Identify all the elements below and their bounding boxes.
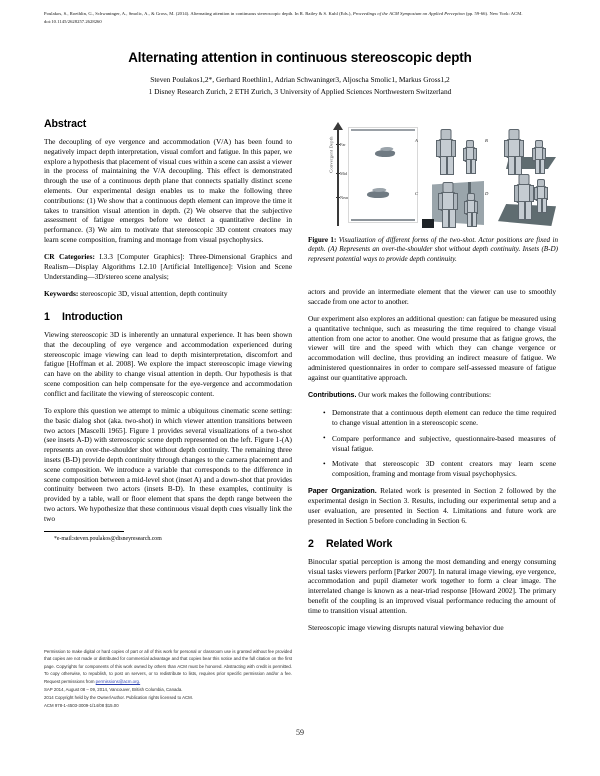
figure-1-label: Figure 1: <box>308 236 337 244</box>
introduction-title: Introduction <box>62 310 123 323</box>
contributions-intro-text: Our work makes the following contributions: <box>356 390 492 400</box>
related-work-title: Related Work <box>326 537 393 550</box>
list-item: • Motivate that stereoscopic 3D content creators may learn scene composition, framing and montage from visual psychophysics. <box>323 459 556 479</box>
copyright-conference-line: SAP 2014, August 08 – 09, 2014, Vancouver, British Columbia, Canada. <box>44 686 183 692</box>
paper-organization-label: Paper Organization. <box>308 486 377 495</box>
axis-tick-mid: Mid <box>340 171 348 176</box>
contributions-list <box>308 408 556 479</box>
actor-near-c <box>438 182 458 226</box>
figure-1 <box>308 118 558 264</box>
axis-tick-far: Far <box>340 142 346 147</box>
figure-1-image <box>308 118 558 230</box>
introduction-number: 1 <box>44 310 50 323</box>
axis-tick-near: Near <box>340 195 349 200</box>
citation-text-end: (pp. 59-66). New York: ACM. doi:10.1145/2628257.2628260 <box>44 11 523 25</box>
actor-leg-right <box>472 212 477 227</box>
actor-leg-left <box>508 156 515 175</box>
keywords <box>44 289 292 299</box>
affiliation-list: 1 Disney Research Zurich, 2 ETH Zurich, 3 University of Applied Sciences Northwestern Switzerland <box>148 87 452 96</box>
actor-leg-right <box>447 156 454 175</box>
figure-insets <box>415 122 558 228</box>
floor-block-c <box>422 219 434 228</box>
actor-near-d <box>514 174 534 218</box>
figure-inset-b <box>485 124 558 175</box>
copyright-paragraph: Permission to make digital or hard copies of part or all of this work for personal or classroom use is granted without fee provided that copies are not made or distributed for commercial advantage and that copies bear this notice and the full citation on the first page. Copyrights for components of this work owned by others than ACM must be honored. Abstracting with credit is permitted. To copy otherwise, to republish, to post on servers, or to redistribute to lists, requires prior specific permission and/or a fee. Request permissions from <box>44 649 292 684</box>
actor-arm-left <box>514 185 519 202</box>
left-column <box>44 118 292 543</box>
actor-arm-right <box>451 140 456 157</box>
related-work-paragraph-2: Stereoscopic image viewing disrupts natural viewing behavior due <box>308 623 504 633</box>
depth-panel-top-bar <box>351 129 415 131</box>
keywords-body: stereoscopic 3D, visual attention, depth continuity <box>78 289 228 299</box>
abstract-heading: Abstract <box>44 118 87 130</box>
actor-leg-right <box>525 201 532 220</box>
author-list: Steven Poulakos1,2*, Gerhard Roethlin1, Adrian Schwaninger3, Aljoscha Smolic1, Markus Gross1,2 <box>150 75 450 84</box>
inset-label-b: B <box>485 138 488 143</box>
keywords-label: Keywords: <box>44 289 79 299</box>
introduction-paragraph-2: To explore this question we attempt to mimic a ubiquitous cinematic scene setting: the basic dialog shot (aka. two-shot) in which viewer attention transitions between two actors [Mascelli 1965]. Figure 1 provides several visualizations of a two-shot (see insets A-D) with stereoscopic scene depth represented on the left. Figure 1-(A) represents an over-the-shoulder shot without depth continuity. The remaining three insets (B-D) provide depth continuity through changes to the camera placement and scene composition. We introduce a variable that corresponds to the difference in scene composition between a mid-level shot (inset A) and a down-shot that provides continuity between two actors (insets B-D). In these examples, continuity is provided by a table, wall or floor element that spans the depth range between the two actors. We hypothesize that these continuous visual depth cues visually link the two <box>44 406 292 523</box>
actor-leg-right <box>542 198 547 213</box>
actor-leg-right <box>515 156 522 175</box>
contributions-intro <box>308 390 556 400</box>
list-item: • Demonstrate that a continuous depth element can reduce the time required to change visual attention in a stereoscopic scene. <box>323 408 556 428</box>
figure-inset-c <box>415 177 488 228</box>
depth-panel-bottom-bar <box>351 219 415 222</box>
actor-arm-right <box>519 140 524 157</box>
list-item: • Compare performance and subjective, questionnaire-based measures of visual fatigue. <box>323 434 556 454</box>
figure-inset-a <box>415 124 488 175</box>
actor-far-b <box>532 140 546 173</box>
figure-1-caption <box>308 236 558 264</box>
right-paragraph-1: actors and provide an intermediate element that the viewer can use to smoothly saccade from one actor to another. <box>308 287 556 306</box>
actor-far-c <box>464 193 478 226</box>
cr-categories-label: CR Categories: <box>44 252 95 262</box>
actor-near-a <box>436 129 456 173</box>
introduction-paragraph-1: Viewing stereoscopic 3D is inherently an unnatural experience. It has been shown that the decoupling of eye vergence and accommodation experienced during stereoscopic image viewing can lead to depth misinterpretation, discomfort and fatigue [Hoffman et al. 2008]. We explore the impact stereoscopic image viewing can have on the ability to change visual attention in depth. Our hypothesis is that scene composition can help compensate for the eye-vergence and accommodation conflict and facilitate the viewing of stereoscopic content. <box>44 329 292 398</box>
actor-leg-right <box>471 159 476 174</box>
citation-text-start: Poulakos, S., Roethlin, G., Schwaninger, A., Smolic, A., & Gross, M. (2014). Alternating attention in continuous stereoscopic depth. In R. Bailey & S. Kuhl (Eds.), <box>44 11 353 16</box>
actor-arm-left <box>436 140 441 157</box>
depth-blob-far <box>374 150 396 157</box>
depth-panel <box>348 127 418 223</box>
actor-far-a <box>463 140 477 173</box>
figure-1-caption-text: Visualization of different forms of the two-shot. Actor positions are fixed in depth. (A) Represents an over-the-shoulder shot without depth continuity. Insets (B-D) represent potential ways to provide depth continuity. <box>308 236 558 263</box>
related-work-paragraph-1: Binocular spatial perception is among the most demanding and energy consuming visual tasks viewers perform [Parker 2007]. In natural image viewing, eye vergence, accommodation and pupil diameter work together to form a clear image. The interrelated change is known as a near-triad response [Howard 2002]. The primary benefit of the coupling is an improved visual performance reducing the amount of time to transition visual attention. <box>308 556 556 615</box>
figure-inset-d <box>485 177 558 228</box>
actor-far-d <box>534 179 548 212</box>
actor-leg-right <box>449 209 456 228</box>
actor-near-b <box>504 129 524 173</box>
inset-label-a: A <box>415 138 418 143</box>
copyright-rights-line: 2014 Copyright held by the Owner/Author. Publication rights licensed to ACM. <box>44 694 193 700</box>
inset-label-c: C <box>415 191 419 196</box>
actor-leg-right <box>540 159 545 174</box>
footnote-divider <box>44 531 124 532</box>
axis-title: Convergent Depth <box>328 136 334 173</box>
copyright-block <box>44 648 292 709</box>
related-work-heading <box>308 538 556 550</box>
depth-blob-near <box>366 191 390 198</box>
footnote-email: *e-mail:steven.poulakos@disneyresearch.com <box>54 535 162 542</box>
actor-leg-left <box>440 156 447 175</box>
contributions-label: Contributions. <box>308 391 357 400</box>
paper-organization-text: Related work is presented in Section 2 followed by the experimental design in Section 3. Results, including our experimental setup and a user evaluation, are presented in Section 4. Limitations and future work are presented in Section 5 before concluding in Section 6. <box>308 485 556 525</box>
right-column <box>308 287 556 640</box>
actor-leg-left <box>518 201 525 220</box>
permissions-email-link[interactable]: permissions@acm.org. <box>95 678 141 684</box>
introduction-heading <box>44 311 292 323</box>
citation-proceedings: Proceedings of the ACM Symposium on Applied Perception <box>352 11 465 16</box>
actor-arm-left <box>438 193 443 210</box>
related-work-number: 2 <box>308 537 314 550</box>
cr-categories <box>44 252 292 281</box>
paper-organization <box>308 486 556 526</box>
copyright-isbn-line: ACM 978-1-4503-3009-1/14/08 $15.00 <box>44 702 119 708</box>
citation-header <box>44 10 556 26</box>
inset-label-d: D <box>485 191 489 196</box>
cr-categories-body: I.3.3 [Computer Graphics]: Three-Dimensional Graphics and Realism—Display Algorithms I.2.10 [Artificial Intelligence]: Vision and Scene Understanding—3D/stereo scene analysis; <box>44 252 292 281</box>
actor-arm-right <box>453 193 458 210</box>
abstract-body: The decoupling of eye vergence and accommodation (V/A) has been found to negatively impact depth interpretation, visual comfort and fatigue. In this paper, we explore a hypothesis that placement of visual cues within a scene can assist a viewer in the process of maintaining the V/A decoupling. This effect is demonstrated through the use of a continuous depth plane that connects spatially distinct scene elements. Our experimental design enables us to make the following three contributions: (1) We show that a continuous depth element can improve the time it takes to transition visual attention in depth. (2) We observe that the subjective assessment of fatigue emerges before we detect a quantitative decline in performance. (3) We aim to motivate that stereoscopic 3D content creators may learn scene composition, framing and montage from visual psychophysics. <box>44 137 292 244</box>
axis-line <box>337 128 339 226</box>
page-number: 59 <box>296 728 304 737</box>
actor-leg-left <box>442 209 449 228</box>
right-paragraph-2: Our experiment also explores an additional question: can fatigue be measured using a quantitative technique, such as measuring the time required to change visual attention from one actor to another. One would presume that as fatigue grows, the viewer will tire and the speed with which they can change vergence or accommodation will decline, thus providing an indirect measure of fatigue. We administered questionnaires in order to compare self-assessed measure of fatigue against our quantitative approach. <box>308 314 556 382</box>
page-title: Alternating attention in continuous stereoscopic depth <box>128 50 472 65</box>
actor-arm-left <box>504 140 509 157</box>
depth-axis <box>316 122 349 226</box>
